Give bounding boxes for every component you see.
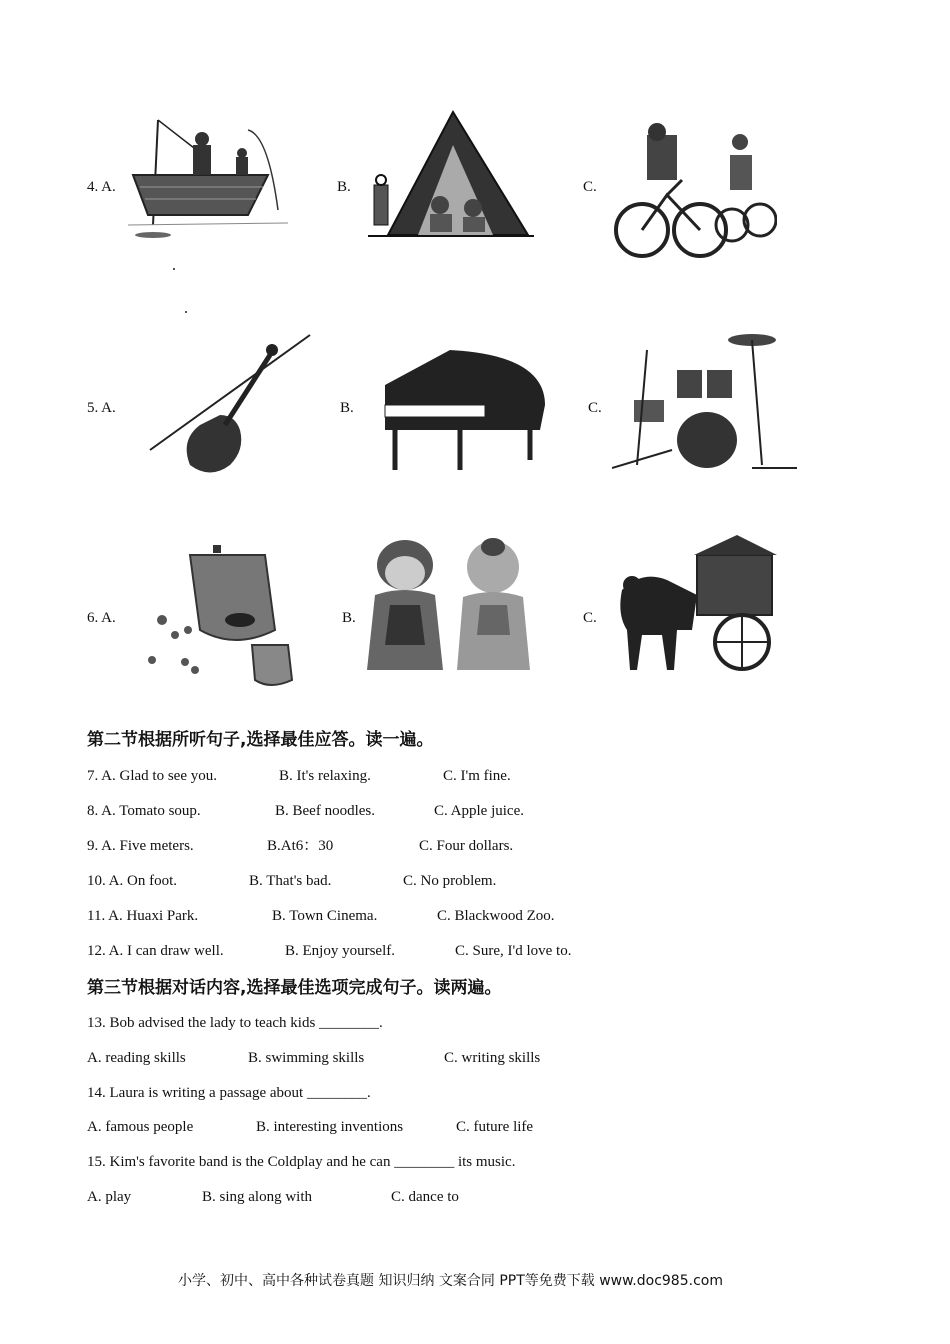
violin-icon [145, 330, 315, 480]
paper-cut-ox-cart-icon [612, 530, 792, 682]
question-14-stem: 14. Laura is writing a passage about ________. [87, 1085, 371, 1101]
q4-c-label: C. [583, 179, 597, 195]
q9-option-c: C. Four dollars. [419, 838, 514, 854]
q10-option-c: C. No problem. [403, 873, 497, 889]
q7-option-c: C. I'm fine. [443, 768, 511, 784]
q14-option-b: B. interesting inventions [256, 1119, 404, 1135]
q15-option-a: A. play [87, 1189, 132, 1205]
q11-option-a: 11. A. Huaxi Park. [87, 908, 199, 924]
q13-option-c: C. writing skills [444, 1050, 541, 1066]
q12-option-a: 12. A. I can draw well. [87, 943, 224, 959]
q4-label: 4. A. [87, 179, 116, 195]
q14-option-c: C. future life [456, 1119, 534, 1135]
tent-camping-icon [368, 110, 536, 240]
drum-kit-icon [612, 330, 797, 470]
q10-option-b: B. That's bad. [249, 873, 332, 889]
q12-option-c: C. Sure, I'd love to. [455, 943, 572, 959]
q14-option-a: A. famous people [87, 1119, 194, 1135]
question-15-stem: 15. Kim's favorite band is the Coldplay and he can ________ its music. [87, 1154, 516, 1170]
q11-option-b: B. Town Cinema. [272, 908, 378, 924]
q15-option-b: B. sing along with [202, 1189, 313, 1205]
section2-heading: 第二节根据所听句子,选择最佳应答。读一遍。 [87, 730, 434, 750]
q12-option-b: B. Enjoy yourself. [285, 943, 395, 959]
clay-dolls-icon [365, 535, 535, 675]
question-13-stem: 13. Bob advised the lady to teach kids ________. [87, 1015, 383, 1031]
q15-option-c: C. dance to [391, 1189, 459, 1205]
cycling-icon [612, 120, 777, 265]
q9-option-b: B.At6：30 [267, 838, 334, 854]
q6-b-label: B. [342, 610, 356, 626]
q5-label: 5. A. [87, 400, 116, 416]
q6-label: 6. A. [87, 610, 116, 626]
q5-c-label: C. [588, 400, 602, 416]
q9-option-a: 9. A. Five meters. [87, 838, 194, 854]
q4-b-label: B. [337, 179, 351, 195]
speck [173, 268, 175, 270]
section3-heading: 第三节根据对话内容,选择最佳选项完成句子。读两遍。 [87, 978, 502, 998]
q7-option-a: 7. A. Glad to see you. [87, 768, 217, 784]
sky-lanterns-icon [140, 540, 305, 690]
q13-option-a: A. reading skills [87, 1050, 186, 1066]
q10-option-a: 10. A. On foot. [87, 873, 177, 889]
q11-option-c: C. Blackwood Zoo. [437, 908, 555, 924]
q8-option-a: 8. A. Tomato soup. [87, 803, 201, 819]
q8-option-b: B. Beef noodles. [275, 803, 375, 819]
footer-text: 小学、初中、高中各种试卷真题 知识归纳 文案合同 PPT等免费下载 www.doc985.com [178, 1273, 723, 1289]
q8-option-c: C. Apple juice. [434, 803, 524, 819]
piano-icon [380, 345, 552, 473]
speck [185, 311, 187, 313]
q6-c-label: C. [583, 610, 597, 626]
q5-b-label: B. [340, 400, 354, 416]
q13-option-b: B. swimming skills [248, 1050, 365, 1066]
q7-option-b: B. It's relaxing. [279, 768, 371, 784]
fishing-boat-icon [128, 115, 293, 245]
